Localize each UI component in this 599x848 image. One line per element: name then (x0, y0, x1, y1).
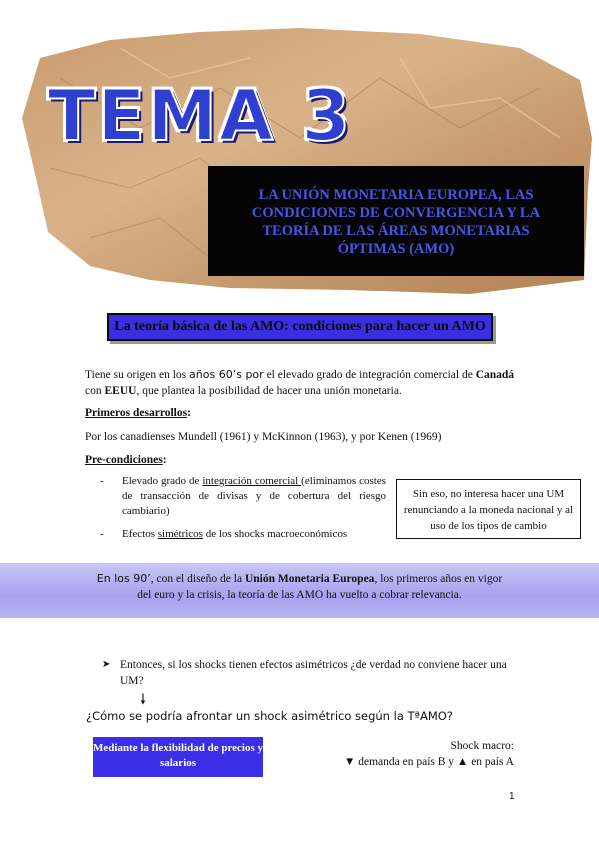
intro-paragraph (85, 367, 525, 399)
shock-title: Shock macro: (450, 740, 514, 752)
item-text: Elevado grado de (122, 475, 203, 487)
primeros-heading (85, 405, 191, 421)
item-text-post: de los shocks macroeconómicos (202, 528, 348, 540)
precondition-item (100, 474, 386, 519)
primeros-text: Por los canadienses Mundell (1961) y McKinnon (1963), y por Kenen (1969) (85, 431, 442, 443)
item-text-post: (eliminamos costes de transacción de divisas y de cobertura del riesgo cambiario) (122, 475, 386, 517)
precondiciones-colon: : (162, 454, 167, 466)
intro-bold-canada: Canadá (475, 369, 515, 381)
bullet-dash: - (100, 528, 104, 540)
item-underlined: simétricos (157, 528, 203, 540)
page-number: 1 (509, 791, 515, 802)
band-text: , con el diseño de la (150, 573, 245, 585)
primeros-colon: : (187, 407, 191, 419)
precondiciones-heading (85, 452, 167, 468)
chapter-title-line: ÓPTIMAS (AMO) (337, 241, 455, 257)
band-text-2: , los primeros años en vigor (374, 573, 503, 585)
precondiciones-heading-text: Pre-condiciones (85, 454, 163, 466)
chapter-title-line: CONDICIONES DE CONVERGENCIA Y LA (251, 205, 541, 221)
chapter-title-box (208, 166, 584, 276)
intro-hand-por: por (245, 368, 264, 381)
tema-title: TEMA 3 (47, 75, 353, 157)
item-text: Efectos (122, 528, 158, 540)
band-line-2: del euro y la crisis, la teoría de las AMO ha vuelto a cobrar relevancia. (137, 589, 462, 601)
shock-note (344, 738, 514, 770)
chapter-title-line: LA UNIÓN MONETARIA EUROPEA, LAS (258, 187, 534, 203)
shock-end: en país A (468, 756, 514, 768)
intro-text-2: el elevado grado de integración comercial de (263, 369, 476, 381)
intro-end: , que plantea la posibilidad de hacer una unión monetaria. (136, 385, 402, 397)
arrow-bullet-icon: ➤ (102, 659, 111, 670)
chapter-title-line: TEORÍA DE LAS ÁREAS MONETARIAS (262, 223, 530, 239)
highlight-band (0, 563, 599, 618)
triangle-down-icon: ▼ (343, 756, 356, 768)
section-heading: La teoría básica de las AMO: condiciones para hacer un AMO (107, 313, 493, 341)
side-note-box: Sin eso, no interesa hacer una UM renunciando a la moneda nacional y al uso de los tipos de cambio (396, 479, 581, 539)
question-text: ¿Cómo se podría afrontar un shock asimétrico según la TªAMO? (86, 709, 453, 723)
intro-bold-eeuu: EEUU (104, 385, 137, 397)
intro-text: Tiene su origen en los (85, 369, 190, 381)
arrow-bullet-item (102, 657, 522, 689)
arrow-bullet-text: Entonces, si los shocks tienen efectos asimétricos ¿de verdad no conviene hacer una UM? (120, 659, 507, 687)
shock-detail (344, 754, 514, 770)
bullet-dash: - (100, 475, 104, 487)
band-bold-text: Unión Monetaria Europea (244, 573, 375, 585)
primeros-heading-text: Primeros desarrollos (85, 407, 188, 419)
triangle-up-icon: ▲ (456, 756, 469, 768)
item-underlined: integración comercial (202, 475, 302, 487)
intro-hand-text: años 60’s (189, 368, 246, 381)
shock-mid: demanda en país B y (355, 756, 457, 768)
answer-box: Mediante la flexibilidad de precios y salarios (93, 737, 263, 777)
intro-con: con (85, 385, 105, 397)
down-arrow-icon: 🠗 (140, 693, 147, 708)
precondition-item (100, 527, 386, 542)
band-hand-text: En los 90’ (96, 572, 151, 585)
